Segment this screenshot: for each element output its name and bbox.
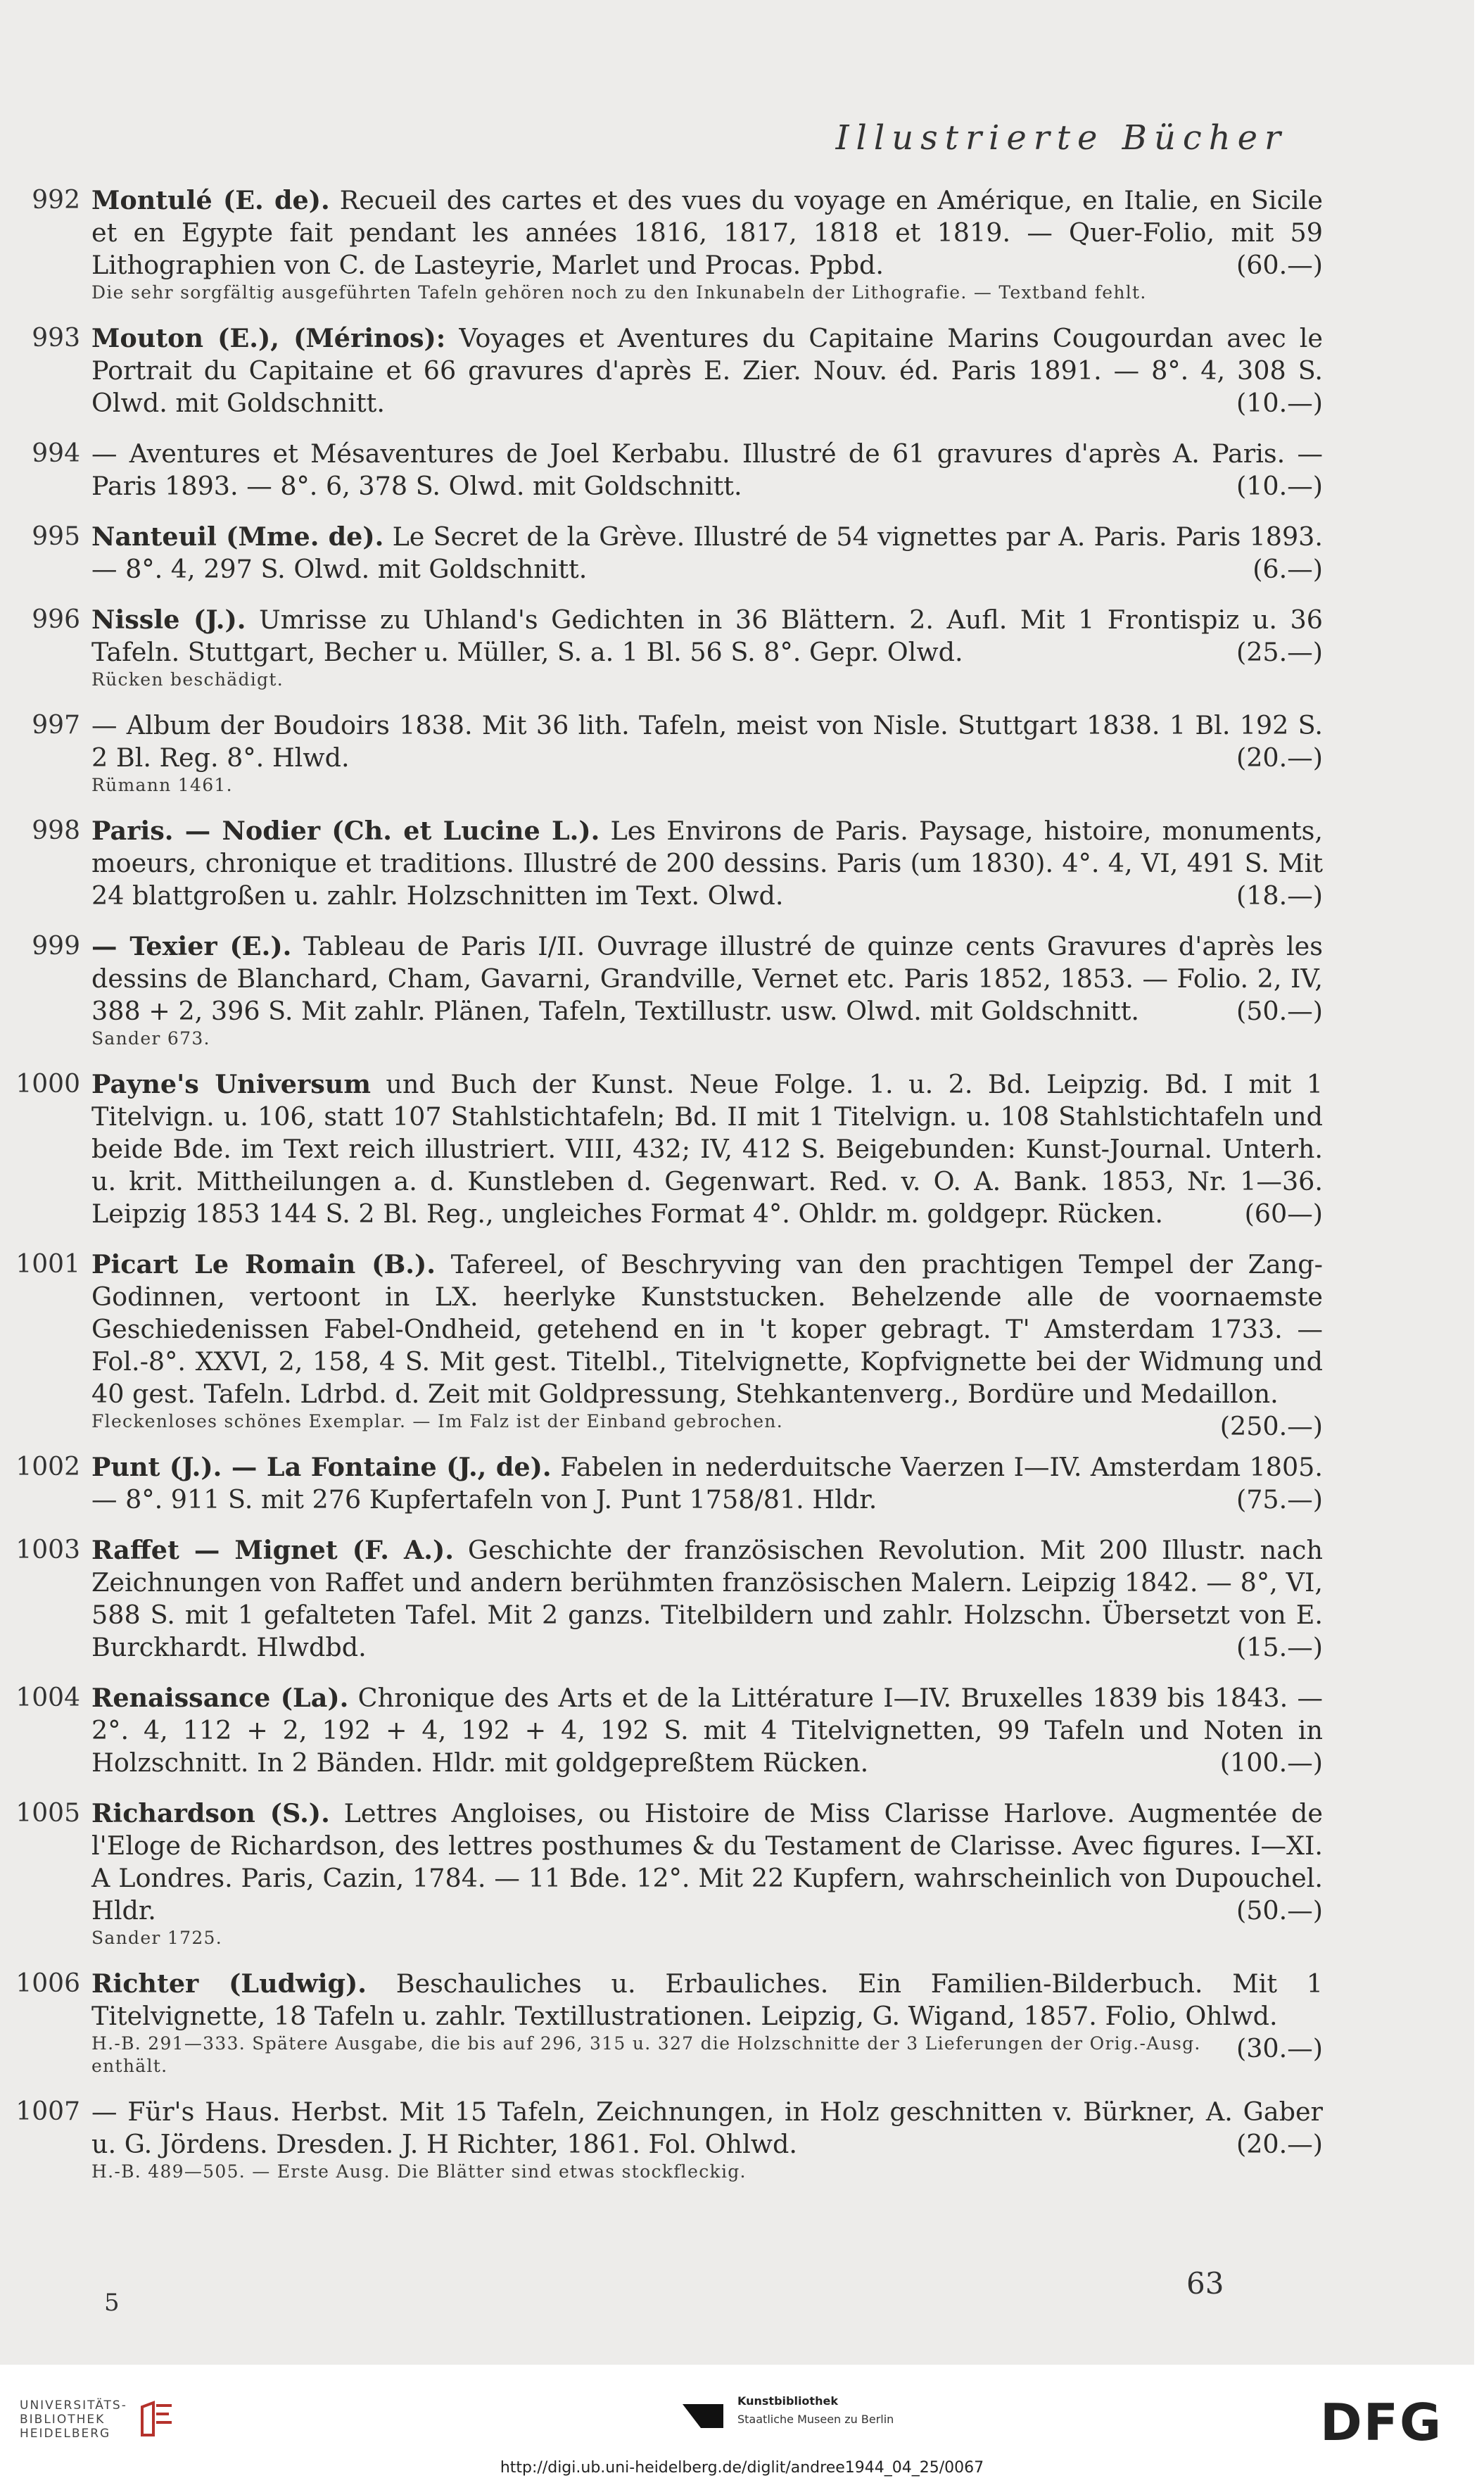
entry-number: 993 — [32, 324, 80, 353]
kunstbibliothek-subtitle: Staatliche Museen zu Berlin — [737, 2413, 894, 2426]
entry-text — [91, 930, 1323, 1028]
catalog-entry — [0, 2096, 1474, 2183]
entry-description: Le Secret de la Grève. Illustré de 54 vignettes par A. Paris. Paris 1893. — 8°. 4, 297 S. Olwd. mit Goldschnitt. — [91, 521, 1323, 584]
source-url[interactable]: http://digi.ub.uni-heidelberg.de/diglit/andree1944_04_25/0067 — [0, 2458, 1484, 2478]
entry-body — [91, 1068, 1323, 1230]
entry-description: — Für's Haus. Herbst. Mit 15 Tafeln, Zeichnungen, in Holz geschnitten v. Bürkner, A. Gaber u. G. Jördens. Dresden. J. H Richter, 1861. Fol. Ohlwd. — [91, 2097, 1323, 2159]
entry-body — [91, 1968, 1323, 2078]
entry-body — [91, 1797, 1323, 1949]
entry-author: Payne's Universum — [91, 1069, 371, 1099]
entry-description: Fabelen in nederduitsche Vaerzen I—IV. Amsterdam 1805. — 8°. 911 S. mit 276 Kupfertafeln von J. Punt 1758/81. Hldr. — [91, 1452, 1324, 1515]
entry-note: Sander 1725. — [91, 1928, 222, 1948]
kunstbibliothek-logo-icon[interactable] — [680, 2396, 726, 2436]
entry-price: (50.—) — [1236, 1895, 1323, 1926]
entry-author: Richardson (S.). — [91, 1798, 330, 1828]
entry-number: 1006 — [15, 1969, 80, 1998]
entry-description: Lettres Angloises, ou Histoire de Miss Clarisse Harlove. Augmentée de l'Eloge de Richardson, des lettres posthumes & du Testament de Clarisse. Avec figures. I—XI. A Londres. Paris, Cazin, 1784. — 11 Bde. 12°. Mit 22 Kupfern, wahrscheinlich von Dupouchel. Hldr. — [91, 1798, 1324, 1926]
signature-number: 5 — [104, 2289, 120, 2317]
entry-number: 1000 — [15, 1070, 80, 1099]
entry-description: Tafereel, of Beschryving van den prachtigen Tempel der Zang-Godinnen, vertoont in LX. heerlyke Kunststucken. Behelzende alle de voornaemste Geschiedenissen Fabel-Ondheid, getehend en in 't koper gebragt. T' Amsterdam 1733. — Fol.-8°. XXVI, 2, 158, 4 S. Mit gest. Titelbl., Titelvignette, Kopfvignette bei der Widmung und 40 gest. Tafeln. Ldrbd. d. Zeit mit Goldpressung, Stehkantenverg., Bordüre und Medaillon. — [91, 1249, 1323, 1409]
catalog-entry — [0, 322, 1474, 419]
entry-number: 1001 — [15, 1250, 80, 1279]
entry-note: H.-B. 291—333. Spätere Ausgabe, die bis auf 296, 315 u. 327 die Holzschnitte der 3 Lieferungen der Orig.-Ausg. enthält. — [91, 2033, 1201, 2076]
entry-price: (10.—) — [1236, 388, 1323, 418]
uni-heidelberg-mark-icon — [138, 2400, 176, 2438]
entry-body — [91, 438, 1323, 502]
entry-price: (60.—) — [1236, 250, 1323, 280]
entry-author: — Texier (E.). — [91, 931, 292, 961]
catalog-entry — [0, 815, 1474, 912]
entry-number: 995 — [32, 522, 80, 551]
entry-description: Tableau de Paris I/II. Ouvrage illustré de quinze cents Gravures d'après les dessins de Blanchard, Cham, Gavarni, Grandville, Vernet etc. Paris 1852, 1853. — Folio. 2, IV, 388 + 2, 396 S. Mit zahlr. Plänen, Tafeln, Textillustr. usw. Olwd. mit Goldschnitt. — [91, 931, 1324, 1026]
library-footer — [0, 2373, 1484, 2458]
entry-text — [91, 709, 1323, 774]
entry-text — [91, 1682, 1323, 1779]
kunstbibliothek-title: Kunstbibliothek — [737, 2394, 838, 2408]
entry-author: Punt (J.). — La Fontaine (J., de). — [91, 1452, 552, 1482]
catalog-entry — [0, 1797, 1474, 1949]
entry-description: Voyages et Aventures du Capitaine Marins Cougourdan avec le Portrait du Capitaine et 66 gravures d'après E. Zier. Nouv. éd. Paris 1891. — 8°. 4, 308 S. Olwd. mit Goldschnitt. — [91, 323, 1323, 418]
entry-author: Richter (Ludwig). — [91, 1968, 367, 1999]
entry-number: 1004 — [15, 1683, 80, 1712]
entry-text — [91, 1451, 1323, 1516]
entry-number: 997 — [32, 711, 80, 740]
entry-price: (100.—) — [1219, 1747, 1323, 1778]
catalog-entries — [0, 184, 1474, 2201]
entry-price: (50.—) — [1236, 996, 1323, 1026]
catalog-entry — [0, 1451, 1474, 1516]
entry-note: Fleckenloses schönes Exemplar. — Im Falz ist der Einband gebrochen. — [91, 1411, 783, 1431]
entry-price: (15.—) — [1236, 1632, 1323, 1662]
entry-body — [91, 521, 1323, 586]
entry-note: H.-B. 489—505. — Erste Ausg. Die Blätter sind etwas stockfleckig. — [91, 2161, 747, 2182]
catalog-entry — [0, 709, 1474, 797]
entry-description: Recueil des cartes et des vues du voyage en Amérique, en Italie, en Sicile et en Egypte fait pendant les années 1816, 1817, 1818 et 1819. — Quer-Folio, mit 59 Lithographien von C. de Lasteyrie, Marlet und Procas. Ppbd. — [91, 185, 1323, 280]
dfg-logo[interactable]: DFG — [1320, 2393, 1443, 2452]
entry-text — [91, 322, 1323, 419]
entry-description: — Aventures et Mésaventures de Joel Kerbabu. Illustré de 61 gravures d'après A. Paris. — Paris 1893. — 8°. 6, 378 S. Olwd. mit Goldschnitt. — [91, 438, 1323, 501]
catalog-entry — [0, 1534, 1474, 1664]
entry-text — [91, 2096, 1323, 2161]
entry-price: (6.—) — [1252, 554, 1323, 584]
entry-description: Chronique des Arts et de la Littérature I—IV. Bruxelles 1839 bis 1843. — 2°. 4, 112 + 2, 192 + 4, 192 + 4, 192 S. mit 4 Titelvignetten, 99 Tafeln und Noten in Holzschnitt. In 2 Bänden. Hldr. mit goldgepreßtem Rücken. — [91, 1683, 1323, 1778]
entry-number: 1005 — [15, 1799, 80, 1828]
entry-body — [91, 184, 1323, 304]
catalog-entry — [0, 438, 1474, 502]
entry-price: (25.—) — [1236, 637, 1323, 667]
entry-number: 1003 — [15, 1536, 80, 1564]
entry-body — [91, 1451, 1323, 1516]
entry-body — [91, 1682, 1323, 1779]
entry-text — [91, 521, 1323, 586]
entry-body — [91, 2096, 1323, 2183]
entry-text — [91, 604, 1323, 669]
entry-number: 992 — [32, 186, 80, 215]
uni-logo-line: UNIVERSITÄTS- — [20, 2398, 127, 2413]
entry-price: (60—) — [1244, 1199, 1323, 1229]
entry-body — [91, 604, 1323, 691]
entry-price: (250.—) — [1219, 1411, 1323, 1441]
entry-text — [91, 184, 1323, 282]
entry-body — [91, 815, 1323, 912]
page-heading: Illustrierte Bücher — [835, 118, 1288, 158]
entry-note: Die sehr sorgfältig ausgeführten Tafeln gehören noch zu den Inkunabeln der Lithografie. — Textband fehlt. — [91, 282, 1147, 303]
entry-note: Rümann 1461. — [91, 775, 233, 795]
entry-text — [91, 815, 1323, 912]
entry-body — [91, 709, 1323, 797]
entry-price: (18.—) — [1236, 880, 1323, 911]
entry-number: 998 — [32, 816, 80, 845]
entry-number: 999 — [32, 932, 80, 961]
entry-description: Umrisse zu Uhland's Gedichten in 36 Blättern. 2. Aufl. Mit 1 Frontispiz u. 36 Tafeln. Stuttgart, Becher u. Müller, S. a. 1 Bl. 56 S. 8°. Gepr. Olwd. — [91, 605, 1324, 667]
entry-body — [91, 1249, 1323, 1441]
entry-text — [91, 1797, 1323, 1927]
entry-price: (30.—) — [1236, 2033, 1323, 2063]
uni-logo-line: HEIDELBERG — [20, 2427, 111, 2441]
entry-text — [91, 1068, 1323, 1230]
catalog-entry — [0, 1968, 1474, 2078]
entry-author: Mouton (E.), (Mérinos): — [91, 323, 446, 353]
catalog-entry — [0, 604, 1474, 691]
entry-note: Sander 673. — [91, 1028, 210, 1049]
entry-description: Beschauliches u. Erbauliches. Ein Familien-Bilderbuch. Mit 1 Titelvignette, 18 Tafeln u. zahlr. Textillustrationen. Leipzig, G. Wigand, 1857. Folio, Ohlwd. — [91, 1968, 1323, 2031]
entry-number: 1002 — [15, 1453, 80, 1481]
entry-author: Montulé (E. de). — [91, 185, 330, 215]
page-number: 63 — [1186, 2266, 1224, 2301]
entry-description: Les Environs de Paris. Paysage, histoire, monuments, moeurs, chronique et traditions. Illustré de 200 dessins. Paris (um 1830). 4°. 4, VI, 491 S. Mit 24 blattgroßen u. zahlr. Holzschnitten im Text. Olwd. — [91, 816, 1323, 911]
entry-author: Nanteuil (Mme. de). — [91, 521, 384, 552]
entry-body — [91, 930, 1323, 1050]
uni-logo-line: BIBLIOTHEK — [20, 2413, 106, 2427]
entry-price: (20.—) — [1236, 742, 1323, 773]
entry-body — [91, 1534, 1323, 1664]
entry-text — [91, 1534, 1323, 1664]
entry-number: 994 — [32, 439, 80, 468]
catalog-entry — [0, 184, 1474, 304]
entry-description: — Album der Boudoirs 1838. Mit 36 lith. Tafeln, meist von Nisle. Stuttgart 1838. 1 Bl. 192 S. 2 Bl. Reg. 8°. Hlwd. — [91, 710, 1323, 773]
entry-price: (20.—) — [1236, 2129, 1323, 2159]
entry-author: Renaissance (La). — [91, 1683, 349, 1713]
entry-text — [91, 438, 1323, 502]
catalog-entry — [0, 1068, 1474, 1230]
entry-number: 996 — [32, 605, 80, 634]
entry-description: und Buch der Kunst. Neue Folge. 1. u. 2. Bd. Leipzig. Bd. I mit 1 Titelvign. u. 106, statt 107 Stahlstichtafeln; Bd. II mit 1 Titelvign. u. 108 Stahlstichtafeln und beide Bde. im Text reich illustriert. VIII, 432; IV, 412 S. Beigebunden: Kunst-Journal. Unterh. u. krit. Mittheilungen a. d. Kunstleben d. Gegenwart. Red. v. O. A. Bank. 1853, Nr. 1—36. Leipzig 1853 144 S. 2 Bl. Reg., ungleiches Format 4°. Ohldr. m. goldgepr. Rücken. — [91, 1069, 1323, 1229]
entry-author: Picart Le Romain (B.). — [91, 1249, 436, 1279]
entry-author: Raffet — Mignet (F. A.). — [91, 1535, 454, 1565]
entry-description: Geschichte der französischen Revolution. Mit 200 Illustr. nach Zeichnungen von Raffet und andern berühmten französischen Malern. Leipzig 1842. — 8°, VI, 588 S. mit 1 gefalteten Tafel. Mit 2 ganzs. Titelbildern und zahlr. Holzschn. Übersetzt von E. Burckhardt. Hlwdbd. — [91, 1535, 1323, 1662]
entry-price: (75.—) — [1236, 1484, 1323, 1515]
uni-heidelberg-logo[interactable] — [20, 2398, 127, 2441]
entry-author: Paris. — Nodier (Ch. et Lucine L.). — [91, 816, 600, 846]
catalog-entry — [0, 1249, 1474, 1441]
catalog-entry — [0, 930, 1474, 1050]
entry-author: Nissle (J.). — [91, 605, 246, 635]
entry-number: 1007 — [15, 2097, 80, 2126]
entry-price: (10.—) — [1236, 471, 1323, 501]
entry-note: Rücken beschädigt. — [91, 669, 284, 690]
entry-body — [91, 322, 1323, 419]
catalog-entry — [0, 1682, 1474, 1779]
catalog-entry — [0, 521, 1474, 586]
